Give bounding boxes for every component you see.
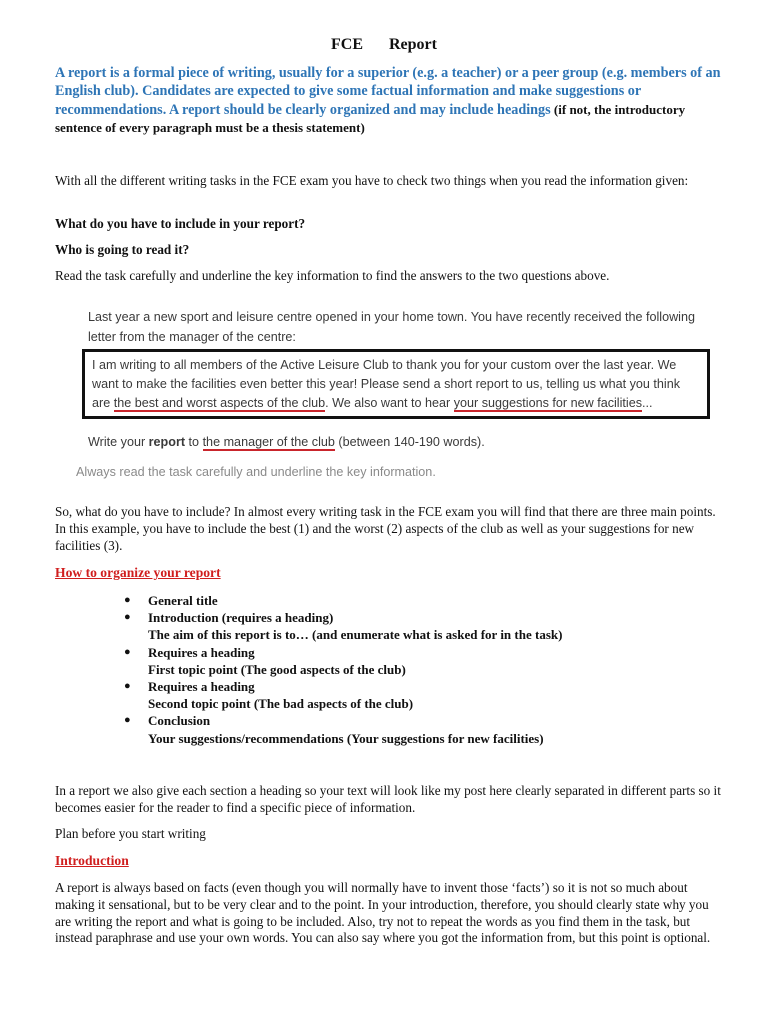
underline-suggestions: your suggestions for new facilities [453,396,643,410]
write-line-report: report [148,435,186,449]
task-screenshot [72,297,722,489]
paragraph-headings: In a report we also give each section a heading so your text will look like my post here clearly separated in different parts so it becomes easier for the reader to find a specific piece of information. [55,783,721,815]
paragraph-checks: With all the different writing tasks in the FCE exam you have to check two things when you read the information given: [55,173,689,188]
write-line-to: to [185,435,203,449]
list-item-label: Introduction (requires a heading) [148,610,334,626]
list-item-detail: The aim of this report is to… (and enumerate what is asked for in the task) [148,627,563,643]
title-report: Report [389,36,437,53]
letter-line-2: want to make the facilities even better this year! Please send a short report to us, telling us what you think [92,377,681,391]
bullet-icon: ● [124,645,131,658]
heading-introduction: Introduction [55,853,129,868]
intro-blue-text: A report is a formal piece of writing, usually for a superior (e.g. a teacher) or a peer group (e.g. members of an English club). Candidates are expected to give some factual information and make suggestions or recommendations. A report should be clearly organized and may include headings [55,65,721,118]
paragraph-plan: Plan before you start writing [55,826,206,841]
intro-black-text: (if not, the introductory sentence of every paragraph must be a thesis statement) [55,101,686,135]
list-item-detail: Your suggestions/recommendations (Your suggestions for new facilities) [148,730,544,746]
bullet-icon: ● [124,680,131,693]
bullet-icon: ● [124,714,131,727]
list-item-label: Requires a heading [148,644,255,660]
list-item-label: General title [148,593,218,608]
letter-line-1: I am writing to all members of the Active Leisure Club to thank you for your custom over the last year. We [92,358,677,372]
list-item [120,678,562,695]
paragraph-introduction: A report is always based on facts (even though you will normally have to invent those ‘facts’) so it is not so much about making it sensational, but to be very clear and to the point. In your introduction, therefore, you should clearly state why you are writing the report and what is going to be included. Also, try not to repeat the words as you find them in the task, but instead paraphrase and use your own words. You can also say where you got the information from, but this point is optional. [55,880,711,946]
intro-paragraph [55,64,727,137]
letter-line-3-mid: . We also want to hear [325,396,454,410]
list-item-detail: First topic point (The good aspects of the club) [148,661,406,677]
letter-box [82,349,710,419]
bullet-icon: ● [124,611,131,624]
question-reader: Who is going to read it? [55,242,190,257]
underline-best-worst: the best and worst aspects of the club [113,396,326,410]
list-item [120,592,562,609]
bullet-icon: ● [124,594,131,606]
letter-line-3-start: are [92,396,114,410]
write-line-start: Write your [88,435,149,449]
title-fce: FCE [331,36,363,53]
list-item-label: Requires a heading [148,679,255,695]
list-item [120,712,562,729]
task-line-2: letter from the manager of the centre: [88,330,296,344]
underline-manager: the manager of the club [202,435,335,449]
task-line-1: Last year a new sport and leisure centre opened in your home town. You have recently received the following [88,310,695,324]
list-item-label: Conclusion [148,713,211,729]
outline-list [120,592,562,747]
list-item-detail: Second topic point (The bad aspects of the club) [148,696,414,712]
letter-line-3 [92,396,653,410]
page-title [0,36,768,54]
heading-organize: How to organize your report [55,565,221,580]
paragraph-what-include: So, what do you have to include? In almost every writing task in the FCE exam you will find that there are three main points. In this example, you have to include the best (1) and the worst (2) aspects of the club as well as your suggestions for new facilities (3). [55,504,716,553]
screenshot-caption: Always read the task carefully and underline the key information. [76,465,436,479]
list-item [120,609,562,626]
list-item [120,644,562,661]
write-line [88,435,485,449]
write-line-end: (between 140-190 words). [334,435,485,449]
paragraph-read-task: Read the task carefully and underline the key information to find the answers to the two questions above. [55,268,610,283]
letter-line-3-end: ... [642,396,653,410]
question-include: What do you have to include in your report? [55,216,306,231]
